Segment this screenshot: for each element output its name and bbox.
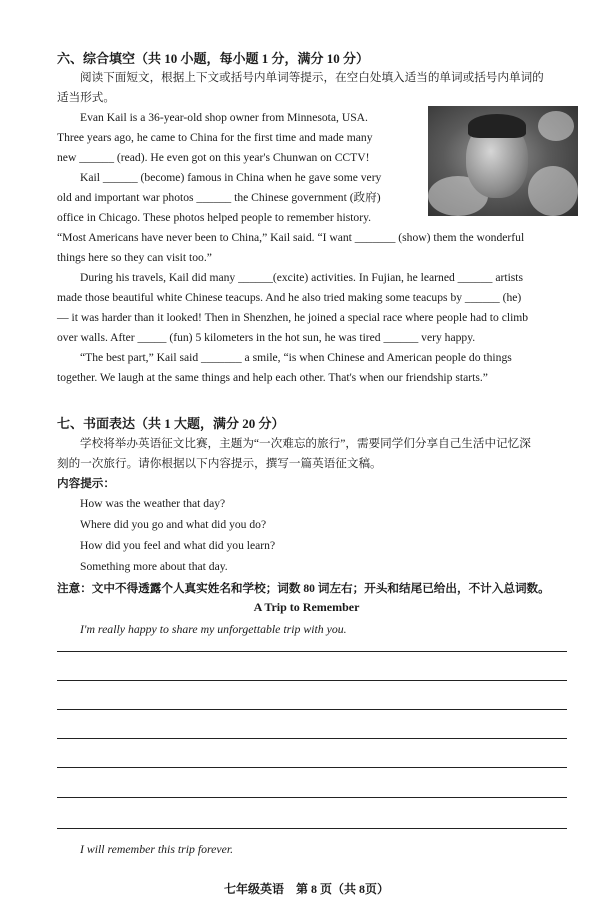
passage-line: Evan Kail is a 36-year-old shop owner from Minnesota, USA. bbox=[80, 111, 368, 124]
passage-line: office in Chicago. These photos helped people to remember history. bbox=[57, 211, 372, 224]
writing-line bbox=[57, 767, 567, 768]
essay-title: A Trip to Remember bbox=[253, 600, 360, 614]
essay-opening: I'm really happy to share my unforgettable trip with you. bbox=[80, 622, 347, 636]
section7-instruction-line1: 学校将举办英语征文比赛，主题为“一次难忘的旅行”，需要同学们分享自己生活中记忆深 bbox=[80, 437, 531, 450]
passage-line: things here so they can visit too.” bbox=[57, 251, 212, 264]
passage-line: Three years ago, he came to China for the first time and made many bbox=[57, 131, 373, 144]
passage-line: over walls. After _____ (fun) 5 kilometers in the hot sun, he was tired ______ very happy. bbox=[57, 331, 476, 344]
passage-line: During his travels, Kail did many ______(excite) activities. In Fujian, he learned ______ artists bbox=[80, 271, 524, 284]
writing-note: 注意：文中不得透露个人真实姓名和学校；词数 80 词左右；开头和结尾已给出，不计入总词数。 bbox=[57, 582, 550, 595]
hint-item: Where did you go and what did you do? bbox=[80, 518, 267, 531]
passage-line: “Most Americans have never been to China,” Kail said. “I want _______ (show) them the wonderful bbox=[57, 231, 525, 244]
passage-line: Kail ______ (become) famous in China when he gave some very bbox=[80, 171, 382, 184]
hint-item: Something more about that day. bbox=[80, 560, 228, 573]
section6-heading: 六、综合填空（共 10 小题，每小题 1 分，满分 10 分） bbox=[57, 51, 370, 66]
page-footer: 七年级英语 第 8 页（共 8页） bbox=[223, 882, 389, 896]
hint-item: How was the weather that day? bbox=[80, 497, 226, 510]
essay-closing: I will remember this trip forever. bbox=[80, 842, 234, 856]
section7-instruction-line2: 刻的一次旅行。请你根据以下内容提示，撰写一篇英语征文稿。 bbox=[57, 457, 382, 470]
writing-line bbox=[57, 797, 567, 798]
writing-line bbox=[57, 651, 567, 652]
passage-line: “The best part,” Kail said _______ a smile, “is when Chinese and American people do things bbox=[80, 351, 512, 364]
section6-instruction-line1: 阅读下面短文，根据上下文或括号内单词等提示，在空白处填入适当的单词或括号内单词的 bbox=[80, 71, 544, 84]
section6-instruction-line2: 适当形式。 bbox=[57, 91, 115, 104]
passage-line: together. We laugh at the same things and help each other. That's when our friendship starts.” bbox=[57, 371, 488, 384]
writing-line bbox=[57, 828, 567, 829]
passage-line: new ______ (read). He even got on this year's Chunwan on CCTV! bbox=[57, 151, 370, 164]
writing-line bbox=[57, 738, 567, 739]
photo-man-in-water bbox=[428, 106, 578, 216]
passage-line: — it was harder than it looked! Then in Shenzhen, he joined a special race where people had to climb bbox=[57, 311, 529, 324]
hint-item: How did you feel and what did you learn? bbox=[80, 539, 276, 552]
section7-heading: 七、书面表达（共 1 大题，满分 20 分） bbox=[57, 416, 285, 431]
passage-line: made those beautiful white Chinese teacups. And he also tried making some teacups by ______ (he) bbox=[57, 291, 522, 304]
writing-line bbox=[57, 709, 567, 710]
writing-line bbox=[57, 680, 567, 681]
passage-line: old and important war photos ______ the Chinese government (政府) bbox=[57, 191, 381, 204]
hints-label: 内容提示： bbox=[57, 477, 115, 490]
